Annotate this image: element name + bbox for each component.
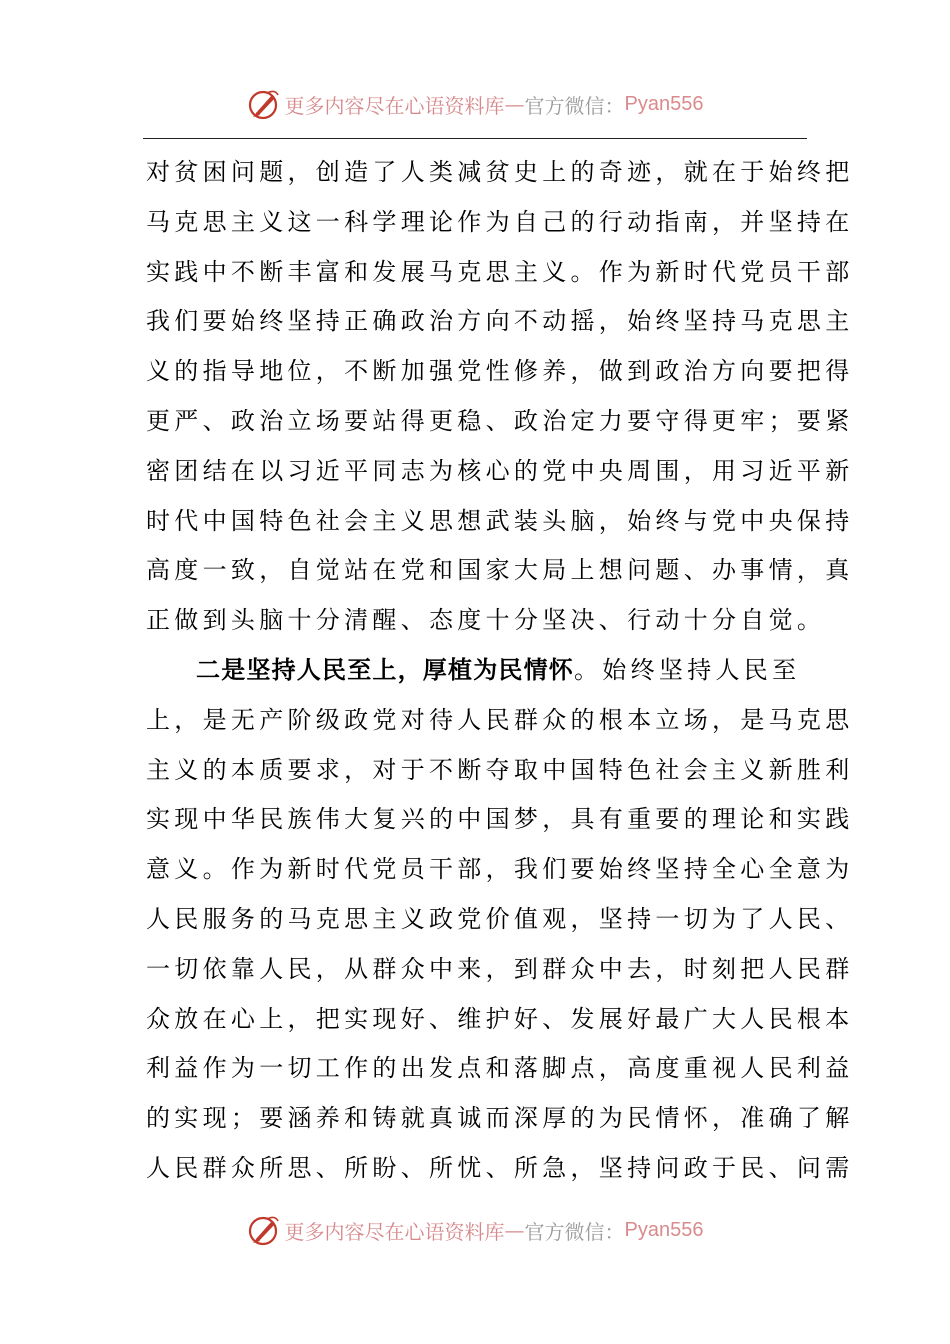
wechat-id: Pyan556 <box>624 1218 704 1241</box>
document-body <box>146 148 854 1194</box>
paragraph-text: 。始终坚持人民至 <box>574 655 801 684</box>
paragraph-line: 意义。作为新时代党员干部，我们要始终坚持全心全意为 <box>146 855 854 884</box>
paragraph-line: 一切依靠人民，从群众中来，到群众中去，时刻把人民群 <box>146 954 854 983</box>
paragraph-2-first-line <box>146 646 806 696</box>
paragraph-line: 密团结在以习近平同志为核心的党中央周围，用习近平新 <box>146 456 854 485</box>
pen-logo-icon <box>247 87 281 121</box>
section-heading: 二是坚持人民至上，厚植为民情怀 <box>196 655 574 684</box>
paragraph-line: 人民服务的马克思主义政党价值观，坚持一切为了人民、 <box>146 904 854 933</box>
paragraph-line: 实现中华民族伟大复兴的中国梦，具有重要的理论和实践 <box>146 805 854 834</box>
wechat-label: 官方微信： <box>524 93 625 118</box>
brand-separator: — <box>504 92 525 116</box>
paragraph-line: 更严、政治立场要站得更稳、政治定力要守得更牢；要紧 <box>146 406 854 435</box>
pen-logo-icon <box>247 1213 281 1247</box>
paragraph-line: 正做到头脑十分清醒、态度十分坚决、行动十分自觉。 <box>146 606 826 635</box>
paragraph-line: 马克思主义这一科学理论作为自己的行动指南，并坚持在 <box>146 207 854 236</box>
paragraph-line: 对贫困问题，创造了人类减贫史上的奇迹，就在于始终把 <box>146 158 854 186</box>
brand-text: 更多内容尽在心语资料库 <box>284 93 505 118</box>
paragraph-line: 高度一致，自觉站在党和国家大局上想问题、办事情，真 <box>146 556 854 585</box>
header-banner <box>0 84 950 124</box>
paragraph-line: 时代中国特色社会主义思想武装头脑，始终与党中央保持 <box>146 506 854 535</box>
brand-separator: — <box>504 1218 525 1242</box>
wechat-id: Pyan556 <box>624 92 704 115</box>
paragraph-line: 主义的本质要求，对于不断夺取中国特色社会主义新胜利 <box>146 755 854 784</box>
wechat-label: 官方微信： <box>524 1219 625 1244</box>
brand-text: 更多内容尽在心语资料库 <box>284 1219 505 1244</box>
paragraph-line: 上，是无产阶级政党对待人民群众的根本立场，是马克思 <box>146 705 854 734</box>
paragraph-line: 的实现；要涵养和铸就真诚而深厚的为民情怀，准确了解 <box>146 1104 854 1133</box>
header-divider <box>143 138 807 139</box>
paragraph-line: 众放在心上，把实现好、维护好、发展好最广大人民根本 <box>146 1004 854 1033</box>
paragraph-line: 义的指导地位，不断加强党性修养，做到政治方向要把得 <box>146 357 854 386</box>
paragraph-line: 利益作为一切工作的出发点和落脚点，高度重视人民利益 <box>146 1054 854 1083</box>
paragraph-line: 我们要始终坚持正确政治方向不动摇，始终坚持马克思主 <box>146 307 854 336</box>
paragraph-line: 人民群众所思、所盼、所忧、所急，坚持问政于民、问需 <box>146 1153 854 1182</box>
footer-banner <box>0 1210 950 1250</box>
paragraph-line: 实践中不断丰富和发展马克思主义。作为新时代党员干部 <box>146 257 854 286</box>
